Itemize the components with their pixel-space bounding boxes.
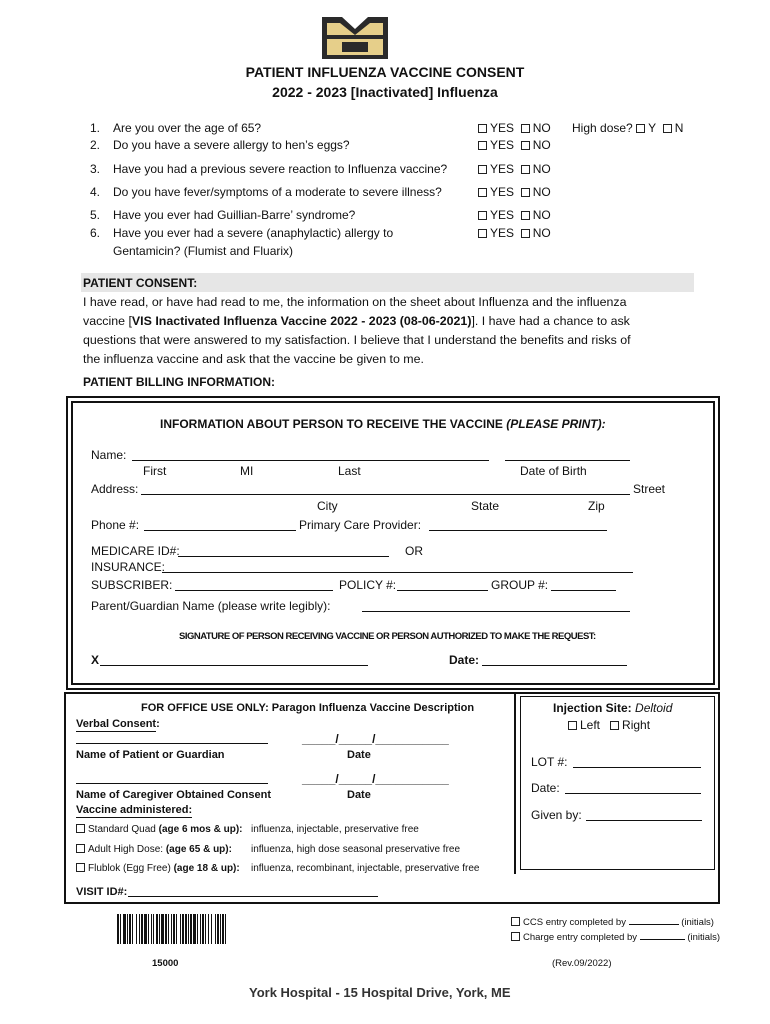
guardian-label: Parent/Guardian Name (please write legibly): [91, 599, 331, 613]
verbal-consent-label: Verbal Consent: [76, 718, 160, 730]
q2-answers: YES NO [478, 138, 551, 152]
policy-label: POLICY #: [339, 578, 397, 592]
injection-side: Left Right [568, 718, 650, 732]
insurance-field[interactable] [162, 572, 633, 573]
charge-entry: Charge entry completed by (initials) [511, 931, 720, 945]
checkbox[interactable] [76, 844, 85, 853]
injection-site-label: Injection Site: Deltoid [553, 701, 673, 715]
patient-name-field[interactable] [76, 743, 268, 744]
subscriber-label: SUBSCRIBER: [91, 578, 173, 592]
consent-line-2: vaccine [VIS Inactivated Influenza Vaccine 2022 - 2023 (08-06-2021)]. I have had a chance to ask [83, 314, 630, 328]
signature-field[interactable] [100, 665, 368, 666]
yes-checkbox[interactable] [478, 188, 487, 197]
policy-field[interactable] [397, 590, 488, 591]
yes-checkbox[interactable] [478, 124, 487, 133]
no-checkbox[interactable] [521, 124, 530, 133]
caregiver-name-field[interactable] [76, 783, 268, 784]
address-field[interactable] [141, 494, 630, 495]
no-checkbox[interactable] [521, 229, 530, 238]
ccs-entry: CCS entry completed by (initials) [511, 916, 714, 930]
signature-label: SIGNATURE OF PERSON RECEIVING VACCINE OR PERSON AUTHORIZED TO MAKE THE REQUEST: [179, 631, 596, 642]
lot-label: LOT #: [531, 755, 568, 769]
visit-id-label: VISIT ID#: [76, 886, 128, 898]
date-field-2[interactable]: _____/_____/___________ [302, 772, 449, 786]
consent-line-1: I have read, or have had read to me, the information on the sheet about Influenza and the influenza [83, 295, 627, 309]
q5-answers: YES NO [478, 208, 551, 222]
dob-field[interactable] [505, 460, 630, 461]
barcode-number: 15000 [152, 958, 179, 969]
injection-date-label: Date: [531, 781, 560, 795]
charge-checkbox[interactable] [511, 932, 520, 941]
question-1: Are you over the age of 65? [113, 121, 262, 135]
injection-date-field[interactable] [565, 793, 701, 794]
form-subtitle: 2022 - 2023 [Inactivated] Influenza [272, 84, 498, 100]
guardian-field[interactable] [362, 611, 630, 612]
left-checkbox[interactable] [568, 721, 577, 730]
lot-field[interactable] [573, 767, 701, 768]
yes-checkbox[interactable] [478, 229, 487, 238]
question-4: Do you have fever/symptoms of a moderate to severe illness? [113, 185, 442, 199]
high-dose-y-checkbox[interactable] [636, 124, 645, 133]
phone-field[interactable] [144, 530, 296, 531]
barcode-bar [226, 914, 228, 944]
address-label: Address: [91, 482, 139, 496]
pcp-label: Primary Care Provider: [299, 518, 422, 532]
pcp-field[interactable] [429, 530, 607, 531]
vaccine-option-high-dose[interactable]: Adult High Dose: (age 65 & up): [76, 843, 232, 857]
yes-checkbox[interactable] [478, 211, 487, 220]
no-checkbox[interactable] [521, 165, 530, 174]
insurance-label: INSURANCE: [91, 560, 166, 574]
hospital-address: York Hospital - 15 Hospital Drive, York, ME [249, 985, 511, 1000]
barcode [117, 914, 228, 944]
signature-date-field[interactable] [482, 665, 627, 666]
question-6-cont: Gentamicin? (Flumist and Fluarix) [113, 244, 294, 258]
q1-answers: YES NO [478, 121, 551, 135]
group-field[interactable] [551, 590, 616, 591]
q3-answers: YES NO [478, 162, 551, 176]
no-checkbox[interactable] [521, 141, 530, 150]
date-field-1[interactable]: _____/_____/___________ [302, 732, 449, 746]
billing-heading: PATIENT BILLING INFORMATION: [83, 375, 275, 389]
group-label: GROUP #: [491, 578, 549, 592]
consent-heading: PATIENT CONSENT: [83, 276, 198, 290]
question-6: Have you ever had a severe (anaphylactic) allergy to [113, 226, 394, 240]
visit-id-field[interactable] [128, 896, 378, 897]
no-checkbox[interactable] [521, 188, 530, 197]
given-by-field[interactable] [586, 820, 702, 821]
question-5: Have you ever had Guillian-Barre’ syndrome? [113, 208, 356, 222]
revision: (Rev.09/2022) [552, 958, 612, 969]
name-field[interactable] [132, 460, 489, 461]
question-3: Have you had a previous severe reaction to Influenza vaccine? [113, 162, 448, 176]
subscriber-field[interactable] [175, 590, 333, 591]
q6-answers: YES NO [478, 226, 551, 240]
no-checkbox[interactable] [521, 211, 530, 220]
form-title: PATIENT INFLUENZA VACCINE CONSENT [245, 64, 525, 80]
medicare-label: MEDICARE ID#: [91, 544, 180, 558]
q4-answers: YES NO [478, 185, 551, 199]
vaccine-option-standard[interactable]: Standard Quad (age 6 mos & up): [76, 823, 243, 837]
office-divider [514, 692, 516, 874]
office-heading: FOR OFFICE USE ONLY: Paragon Influenza Vaccine Description [141, 702, 475, 714]
ccs-checkbox[interactable] [511, 917, 520, 926]
checkbox[interactable] [76, 824, 85, 833]
york-hospital-logo [320, 15, 390, 61]
right-checkbox[interactable] [610, 721, 619, 730]
high-dose-n-checkbox[interactable] [663, 124, 672, 133]
consent-line-4: the influenza vaccine and ask that the vaccine be given to me. [83, 352, 424, 366]
given-by-label: Given by: [531, 808, 582, 822]
checkbox[interactable] [76, 863, 85, 872]
consent-line-3: questions that were answered to my satisfaction. I believe that I understand the benefits and risks of [83, 333, 631, 347]
question-2: Do you have a severe allergy to hen’s eggs? [113, 138, 350, 152]
yes-checkbox[interactable] [478, 141, 487, 150]
vaccine-option-flublok[interactable]: Flublok (Egg Free) (age 18 & up): [76, 862, 240, 876]
yes-checkbox[interactable] [478, 165, 487, 174]
vaccine-admin-label: Vaccine administered: [76, 804, 193, 816]
name-label: Name: [91, 448, 127, 462]
high-dose: High dose? Y N [572, 121, 684, 135]
medicare-field[interactable] [178, 556, 389, 557]
info-heading: INFORMATION ABOUT PERSON TO RECEIVE THE VACCINE (PLEASE PRINT): [160, 417, 606, 431]
phone-label: Phone #: [91, 518, 140, 532]
